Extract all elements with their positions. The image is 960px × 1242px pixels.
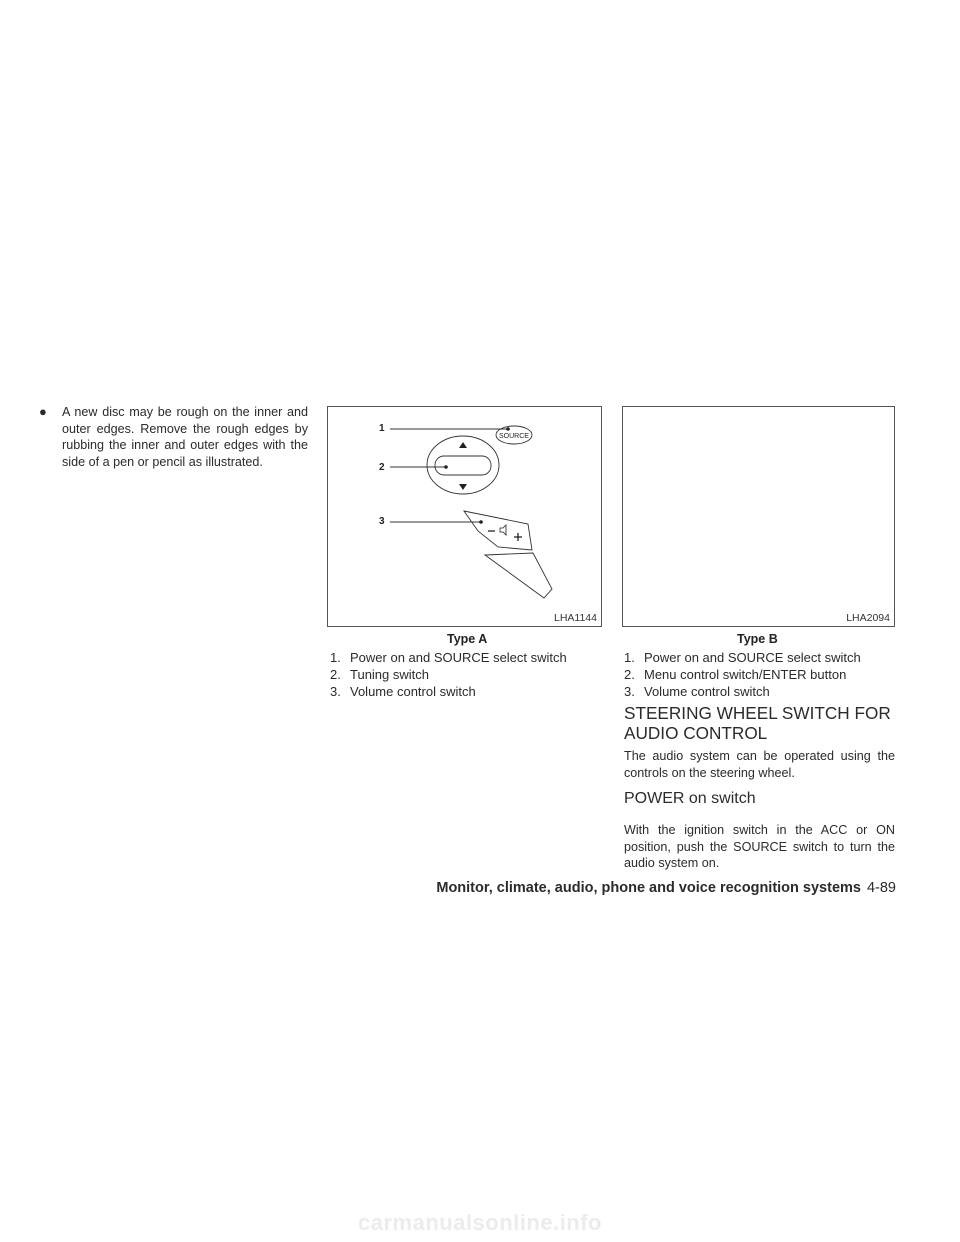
figure-type-a [327, 406, 602, 627]
subsection-body: With the ignition switch in the ACC or ON position, push the SOURCE switch to turn the audio system on. [624, 823, 895, 871]
bullet-text: A new disc may be rough on the inner and outer edges. Remove the rough edges by rubbing the inner and outer edges with the side of a pen or pencil as illustrated. [62, 405, 308, 469]
bullet-icon: ● [39, 404, 47, 419]
figure-code: LHA2094 [846, 612, 890, 624]
section-intro: The audio system can be operated using the controls on the steering wheel. [624, 749, 895, 780]
steering-switch-diagram-a [328, 407, 601, 626]
figure-caption-b: Type B [737, 632, 778, 646]
list-item: 2. Menu control switch/ENTER button [624, 666, 847, 682]
watermark: carmanualsonline.info [358, 1210, 602, 1235]
figure-type-b [622, 406, 895, 627]
legend-list-a [330, 650, 605, 700]
callout-2: 2 [379, 462, 385, 473]
footer-section-title: Monitor, climate, audio, phone and voice recognition systems [436, 880, 861, 896]
subsection-heading: POWER on switch [624, 790, 756, 807]
intro-column [36, 404, 308, 470]
callout-3: 3 [379, 516, 385, 527]
list-item: 1. Power on and SOURCE select switch [624, 650, 861, 665]
list-item: 1. Power on and SOURCE select switch [330, 650, 567, 665]
callout-1: 1 [379, 423, 385, 434]
page-number: 4-89 [866, 880, 896, 896]
source-button-label: SOURCE [499, 433, 529, 440]
page-footer [436, 880, 896, 896]
list-item: 3. Volume control switch [330, 683, 476, 699]
list-item: 2. Tuning switch [330, 666, 429, 682]
figure-caption-a: Type A [447, 632, 488, 646]
list-item: 3. Volume control switch [624, 683, 770, 699]
bullet-item [36, 404, 308, 470]
section-heading: STEERING WHEEL SWITCH FOR AUDIO CONTROL [624, 703, 891, 743]
legend-list-b [624, 650, 899, 700]
figure-code: LHA1144 [553, 612, 597, 624]
